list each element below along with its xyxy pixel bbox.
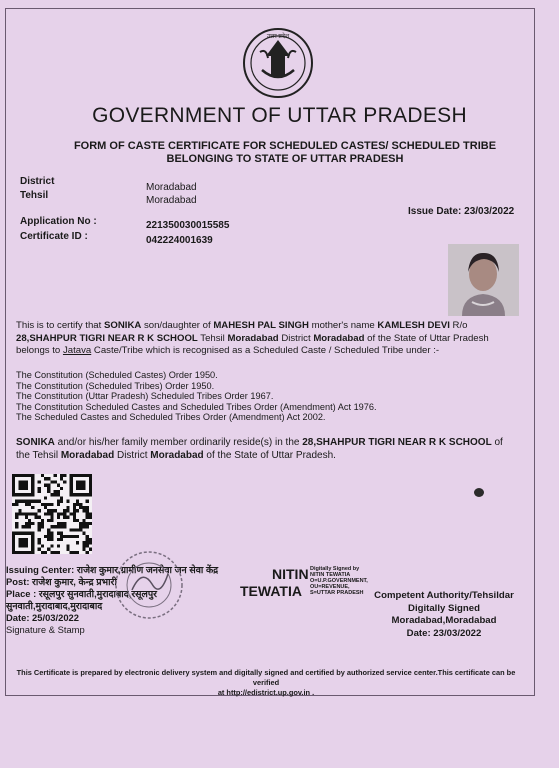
applicant-photo: [448, 244, 519, 316]
certificate-subtitle: [60, 140, 510, 166]
application-value: 221350030015585: [146, 220, 230, 231]
orders-list: [16, 370, 416, 423]
order-item: The Scheduled Castes and Scheduled Tribes Order (Amendment) Act 2002.: [16, 412, 326, 423]
digital-signature-details: [310, 566, 368, 596]
round-stamp-icon: [112, 548, 186, 622]
footer-line-1: This Certificate is prepared by electronic delivery system and digitally signed and certified by authorized service center.This certificate can be verified: [16, 668, 516, 687]
issuer-place: Place : रसूलपुर सुनवाती,मुरादाबाद,रसूलपुर: [6, 588, 158, 599]
order-item: The Constitution Scheduled Castes and Scheduled Tribes Order (Amendment) Act 1976.: [16, 401, 377, 412]
application-label: Application No :: [20, 216, 97, 227]
competent-authority-block: [374, 590, 514, 640]
p2-text-b: of: [491, 437, 503, 448]
order-item: The Constitution (Scheduled Castes) Order 1950.: [16, 370, 218, 380]
p2-text-e: of the State of Uttar Pradesh.: [203, 450, 336, 461]
p2-tehsil: Moradabad: [60, 450, 115, 461]
dsig-line: NITIN TEWATIA: [310, 572, 351, 578]
issuer-place-cont: सुनवाती,मुरादाबाद,मुरादाबाद: [6, 600, 103, 611]
p2-address: 28,SHAHPUR TIGRI NEAR R K SCHOOL: [302, 437, 492, 448]
applicant-name: SONIKA: [103, 320, 142, 331]
p1-text-d: R/o: [449, 320, 468, 331]
p1-text-i: Caste/Tribe which is recognised as a Scheduled Caste / Scheduled Tribe under :-: [91, 345, 440, 356]
p2-applicant-name: SONIKA: [16, 437, 55, 448]
caste-name: Jatava: [62, 345, 92, 356]
issue-date-value: 23/03/2022: [464, 206, 515, 217]
verification-footer: [6, 668, 526, 698]
page-title: GOVERNMENT OF UTTAR PRADESH: [92, 104, 467, 127]
mother-name: KAMLESH DEVI: [377, 320, 450, 331]
district-label: District: [20, 176, 55, 187]
issuing-center: Issuing Center: राजेश कुमार,ग्रामीण जनसेवा जन सेवा केंद्र: [6, 564, 219, 575]
p2-district: Moradabad: [150, 450, 204, 461]
person-photo-icon: [448, 244, 519, 316]
subtitle-line-1: FORM OF CASTE CERTIFICATE FOR SCHEDULED CASTES/ SCHEDULED TRIBE: [73, 140, 497, 152]
p2-text-c: the Tehsil: [16, 450, 61, 461]
certification-paragraph: [16, 320, 521, 358]
order-item: The Constitution (Scheduled Tribes) Order 1950.: [16, 380, 215, 391]
ink-spot: [474, 488, 484, 497]
p1-text-c: mother's name: [308, 320, 378, 331]
signer-first-name: NITIN: [272, 566, 309, 582]
p1-tehsil: Moradabad: [227, 332, 279, 344]
p1-text-a: This is to certify that: [16, 320, 104, 331]
p1-text-h: belongs to: [16, 345, 63, 356]
signer-last-name: TEWATIA: [240, 583, 302, 599]
p1-text-e: Tehsil: [197, 332, 228, 344]
issuer-date: Date: 25/03/2022: [6, 612, 79, 623]
dsig-line: OU=REVENUE,: [310, 584, 350, 590]
tehsil-label: Tehsil: [20, 190, 49, 201]
issuer-post: Post: राजेश कुमार, केन्द्र प्रभारी: [6, 576, 117, 587]
svg-text:उत्तर प्रदेश: उत्तर प्रदेश: [266, 34, 290, 40]
applicant-address: 28,SHAHPUR TIGRI NEAR R K SCHOOL: [16, 332, 198, 344]
p1-text-f: District: [278, 332, 314, 344]
authority-digitally-signed: Digitally Signed: [408, 602, 480, 614]
issue-date-label: Issue Date:: [408, 206, 462, 217]
dsig-line: Digitally Signed by: [310, 566, 360, 572]
signature-stamp-label: Signature & Stamp: [6, 624, 85, 635]
p1-district: Moradabad: [313, 332, 365, 344]
p1-text-b: son/daughter of: [141, 320, 214, 331]
dsig-line: O=U.P.GOVERNMENT,: [310, 578, 368, 584]
authority-title: Competent Authority/Tehsildar: [374, 590, 514, 601]
tehsil-value: Moradabad: [146, 195, 197, 206]
issue-date: [408, 206, 514, 217]
footer-verify-link[interactable]: at http://edistrict.up.gov.in .: [217, 688, 315, 697]
signer-name: [240, 566, 309, 600]
authority-date: Date: 23/03/2022: [406, 627, 482, 639]
district-value: Moradabad: [146, 182, 197, 193]
authority-location: Moradabad,Moradabad: [391, 615, 497, 626]
p2-text-d: District: [114, 450, 151, 461]
order-item: The Constitution (Uttar Pradesh) Scheduled Tribes Order 1967.: [16, 391, 274, 402]
p1-text-g: of the State of Uttar Pradesh: [364, 332, 489, 344]
p2-text-a: and/or his/her family member ordinarily reside(s) in the: [54, 437, 303, 448]
qr-code-icon[interactable]: [12, 474, 92, 554]
certificate-label: Certificate ID :: [20, 231, 88, 242]
certificate-value: 042224001639: [146, 235, 213, 246]
subtitle-line-2: BELONGING TO STATE OF UTTAR PRADESH: [166, 153, 404, 165]
up-government-emblem-icon: [238, 26, 318, 100]
father-name: MAHESH PAL SINGH: [213, 320, 309, 331]
dsig-line: S=UTTAR PRADESH: [310, 590, 364, 596]
residence-paragraph: [16, 436, 521, 462]
